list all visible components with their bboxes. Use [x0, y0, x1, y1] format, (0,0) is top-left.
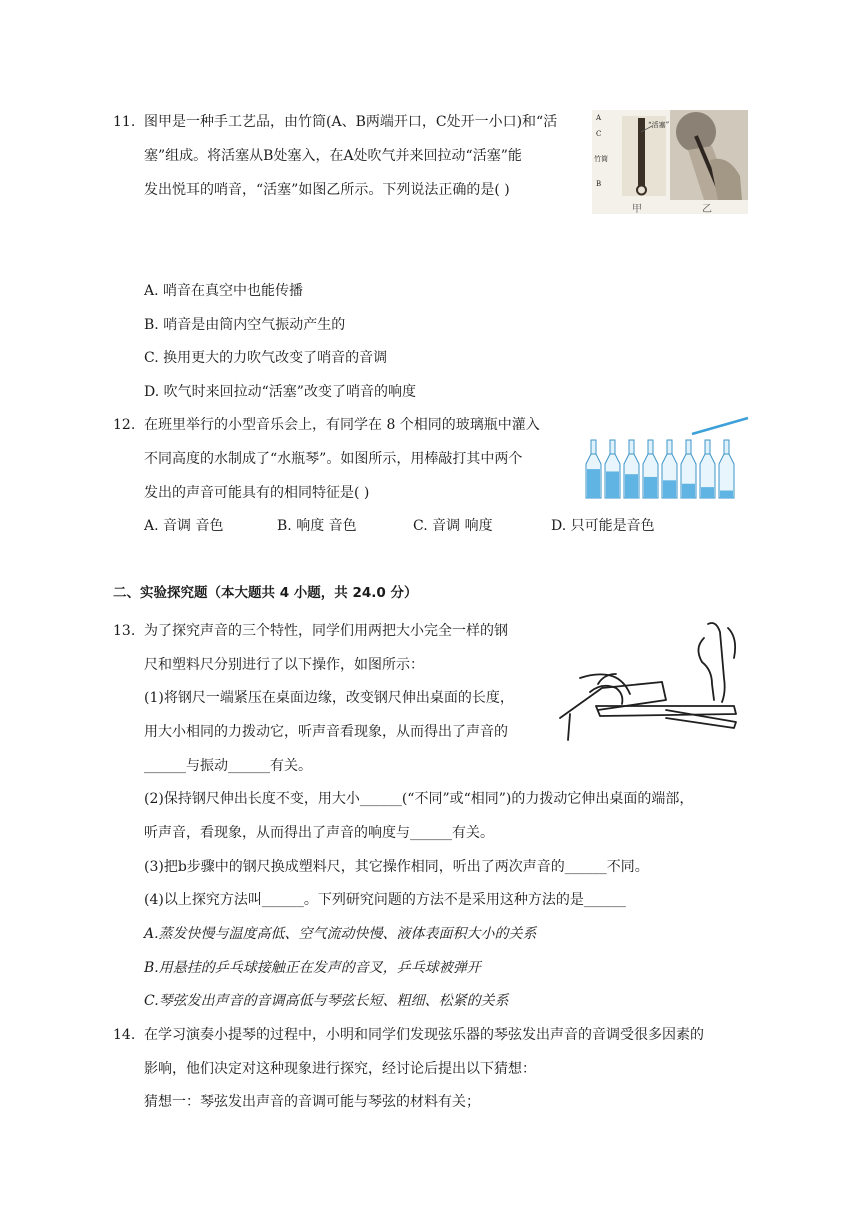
q14-number: 14.: [113, 1027, 136, 1043]
q13-figure-ruler-on-table: [558, 618, 754, 746]
q12-number: 12.: [113, 417, 136, 433]
q13-line-8: (3)把b步骤中的钢尺换成塑料尺，其它操作相同，听出了两次声音的______不同。: [144, 859, 649, 875]
q11-number: 11.: [113, 114, 136, 130]
q13-line-1: 为了探究声音的三个特性，同学们用两把大小完全一样的钢: [144, 623, 508, 639]
q12-line-1: 在班里举行的小型音乐会上，有同学在 8 个相同的玻璃瓶中灌入: [144, 417, 540, 433]
water-level: [682, 484, 695, 498]
q12-option-b: B. 响度 音色: [277, 518, 357, 534]
q11-fig-label-tube: 竹筒: [594, 155, 608, 163]
q11-option-b: B. 哨音是由筒内空气振动产生的: [144, 317, 346, 333]
q14-line-2: 影响，他们决定对这种现象进行探究，经讨论后提出以下猜想：: [144, 1061, 536, 1077]
q11-fig-caption-yi: 乙: [702, 204, 712, 215]
q13-number: 13.: [113, 623, 136, 639]
q11-option-a: A. 哨音在真空中也能传播: [144, 283, 304, 299]
q13-choice-b: B.用悬挂的乒乓球接触正在发声的音叉，乒乓球被弹开: [144, 960, 481, 976]
water-level: [701, 487, 714, 498]
q12-option-c: C. 音调 响度: [413, 518, 493, 534]
water-bottle: [643, 440, 658, 498]
water-bottle: [624, 440, 639, 498]
water-level: [644, 477, 657, 498]
water-bottle: [719, 440, 734, 498]
q11-line-1: 图甲是一种手工艺品，由竹筒(A、B两端开口，C处开一小口)和“活: [144, 114, 558, 130]
bamboo-whistle-illustration: [592, 110, 748, 214]
q12-option-d: D. 只可能是音色: [551, 518, 655, 534]
q12-line-2: 不同高度的水制成了“水瓶琴”。如图所示，用棒敲打其中两个: [144, 451, 523, 467]
q13-line-4: 用大小相同的力拨动它，听声音看现象，从而得出了声音的: [144, 724, 508, 740]
section-2-heading: 二、实验探究题（本大题共 4 小题，共 24.0 分）: [113, 585, 418, 601]
q12-line-3: 发出的声音可能具有的相同特征是( ): [144, 485, 370, 501]
q13-line-2: 尺和塑料尺分别进行了以下操作，如图所示：: [144, 657, 424, 673]
striking-rod: [692, 418, 748, 434]
water-bottle: [662, 440, 677, 498]
q13-line-7: 听声音，看现象，从而得出了声音的响度与______有关。: [144, 825, 494, 841]
q11-fig-label-b: B: [596, 180, 602, 188]
ruler-plucking-illustration: [558, 618, 754, 746]
q13-choice-a: A.蒸发快慢与温度高低、空气流动快慢、液体表面积大小的关系: [144, 926, 537, 942]
q12-figure-water-bottles: [580, 414, 752, 504]
water-level: [720, 491, 733, 498]
q13-line-5: ______与振动______有关。: [144, 758, 312, 774]
q14-line-3: 猜想一：琴弦发出声音的音调可能与琴弦的材料有关；: [144, 1094, 480, 1110]
q13-line-3: (1)将钢尺一端紧压在桌面边缘，改变钢尺伸出桌面的长度，: [144, 690, 514, 706]
q11-figure-bamboo-whistle: [592, 110, 748, 214]
q11-fig-caption-jia: 甲: [632, 204, 642, 215]
q11-fig-label-c: C: [596, 130, 602, 138]
q11-option-c: C. 换用更大的力吹气改变了哨音的音调: [144, 350, 388, 366]
q13-line-9: (4)以上探究方法叫______。下列研究问题的方法不是采用这种方法的是______: [144, 892, 626, 908]
q11-option-d: D. 吹气时来回拉动“活塞”改变了哨音的响度: [144, 384, 416, 400]
water-level: [663, 480, 676, 498]
q11-line-3: 发出悦耳的哨音，“活塞”如图乙所示。下列说法正确的是( ): [144, 182, 510, 198]
q11-fig-label-a: A: [596, 114, 602, 122]
q11-fig-label-piston: “活塞”: [648, 121, 670, 129]
q13-line-6: (2)保持钢尺伸出长度不变，用大小______(“不同”或“相同”)的力拨动它伸出桌面的端部，: [144, 791, 694, 807]
water-level: [587, 469, 600, 498]
q13-choice-c: C.琴弦发出声音的音调高低与琴弦长短、粗细、松紧的关系: [144, 993, 509, 1009]
water-bottle: [586, 440, 601, 498]
water-bottle: [700, 440, 715, 498]
water-bottle: [681, 440, 696, 498]
water-level: [606, 471, 619, 498]
water-bottle: [605, 440, 620, 498]
q12-option-a: A. 音调 音色: [144, 518, 224, 534]
q14-line-1: 在学习演奏小提琴的过程中，小明和同学们发现弦乐器的琴弦发出声音的音调受很多因素的: [144, 1027, 704, 1043]
q11-line-2: 塞”组成。将活塞从B处塞入，在A处吹气并来回拉动“活塞”能: [144, 148, 522, 164]
water-level: [625, 474, 638, 498]
water-bottles-illustration: [580, 414, 752, 504]
